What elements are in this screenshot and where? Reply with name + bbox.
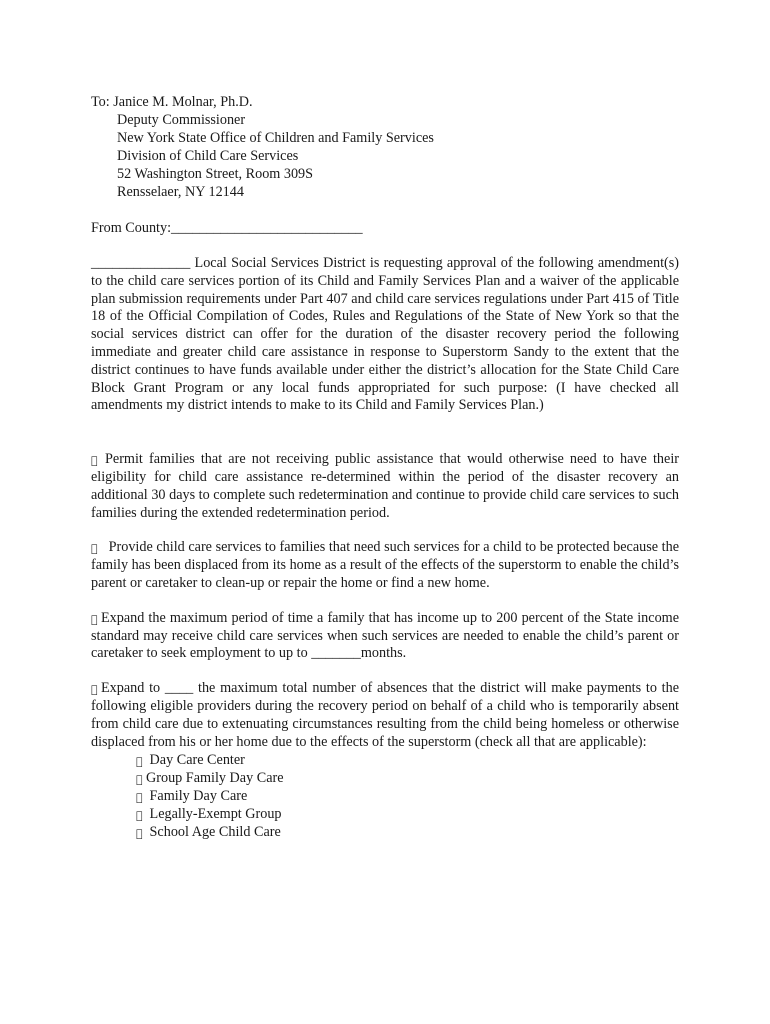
checkbox-icon[interactable] bbox=[136, 810, 145, 821]
option-extend-redetermination bbox=[91, 451, 679, 522]
provider-type-list bbox=[91, 751, 679, 841]
recipient-city: Rensselaer, NY 12144 bbox=[117, 184, 244, 200]
recipient-division: Division of Child Care Services bbox=[117, 148, 299, 164]
checkbox-icon[interactable] bbox=[91, 455, 100, 466]
list-item bbox=[136, 805, 679, 823]
provider-day-care-center: Day Care Center bbox=[149, 752, 245, 769]
option-text: Expand the maximum period of time a family that has income up to 200 percent of the State income standard may receive child care services when such services are needed to enable the child’s parent or caretaker to seek employment to up to _______months. bbox=[91, 609, 679, 662]
recipient-block bbox=[91, 93, 679, 201]
intro-paragraph: ______________ Local Social Services District is requesting approval of the following amendment(s) to the child care services portion of its Child and Family Services Plan and a waiver of the applicable plan submission requirements under Part 407 and child care services regulations under Part 415 of Title 18 of the Official Compilation of Codes, Rules and Regulations of the State of New York so that the social services district can offer for the duration of the disaster recovery period the following immediate and greater child care assistance in response to Superstorm Sandy to the extent that the district continues to have funds available under either the district’s allocation for the State Child Care Block Grant Program or any local funds appropriated for such purpose: (I have checked all amendments my district intends to make to its Child and Family Services Plan.) bbox=[91, 255, 679, 414]
provider-group-family-day-care: Group Family Day Care bbox=[146, 770, 284, 787]
option-text: Provide child care services to families that need such services for a child to be protected because the family has been displaced from its home as a result of the effects of the superstorm to enable the child’s parent or caretaker to clean-up or repair the home or find a new home. bbox=[91, 539, 680, 591]
option-displaced-families bbox=[91, 539, 679, 592]
recipient-title: Deputy Commissioner bbox=[117, 112, 246, 128]
list-item bbox=[136, 823, 679, 841]
list-item bbox=[136, 769, 679, 787]
recipient-street: 52 Washington Street, Room 309S bbox=[117, 166, 314, 182]
list-item bbox=[136, 751, 679, 769]
checkbox-icon[interactable] bbox=[91, 543, 100, 554]
checkbox-icon[interactable] bbox=[136, 774, 145, 785]
checkbox-icon[interactable] bbox=[136, 792, 145, 803]
checkbox-icon[interactable] bbox=[136, 828, 145, 839]
to-line: To: Janice M. Molnar, Ph.D. bbox=[91, 94, 253, 110]
provider-school-age-child-care: School Age Child Care bbox=[149, 824, 281, 841]
option-expand-absences bbox=[91, 680, 679, 751]
checkbox-icon[interactable] bbox=[91, 684, 100, 695]
recipient-office: New York State Office of Children and Family Services bbox=[117, 130, 434, 146]
provider-legally-exempt-group: Legally-Exempt Group bbox=[149, 806, 282, 823]
provider-family-day-care: Family Day Care bbox=[149, 788, 248, 805]
checkbox-icon[interactable] bbox=[136, 756, 145, 767]
option-job-search-period bbox=[91, 610, 679, 663]
letter-page bbox=[91, 93, 679, 841]
from-county-field[interactable]: From County:___________________________ bbox=[91, 220, 363, 236]
option-text: Permit families that are not receiving public assistance that would otherwise need to have their eligibility for child care assistance re-determined within the period of the disaster recovery an additional 30 days to complete such redetermination and continue to provide child care services to such families during the extended redetermination period. bbox=[91, 451, 679, 521]
option-text: Expand to ____ the maximum total number of absences that the district will make payments to the following eligible providers during the recovery period on behalf of a child who is temporarily absent from child care due to extenuating circumstances resulting from the child being homeless or otherwise displaced from his or her home due to the effects of the superstorm (check all that are applicable): bbox=[91, 680, 679, 750]
checkbox-icon[interactable] bbox=[91, 614, 100, 625]
list-item bbox=[136, 787, 679, 805]
